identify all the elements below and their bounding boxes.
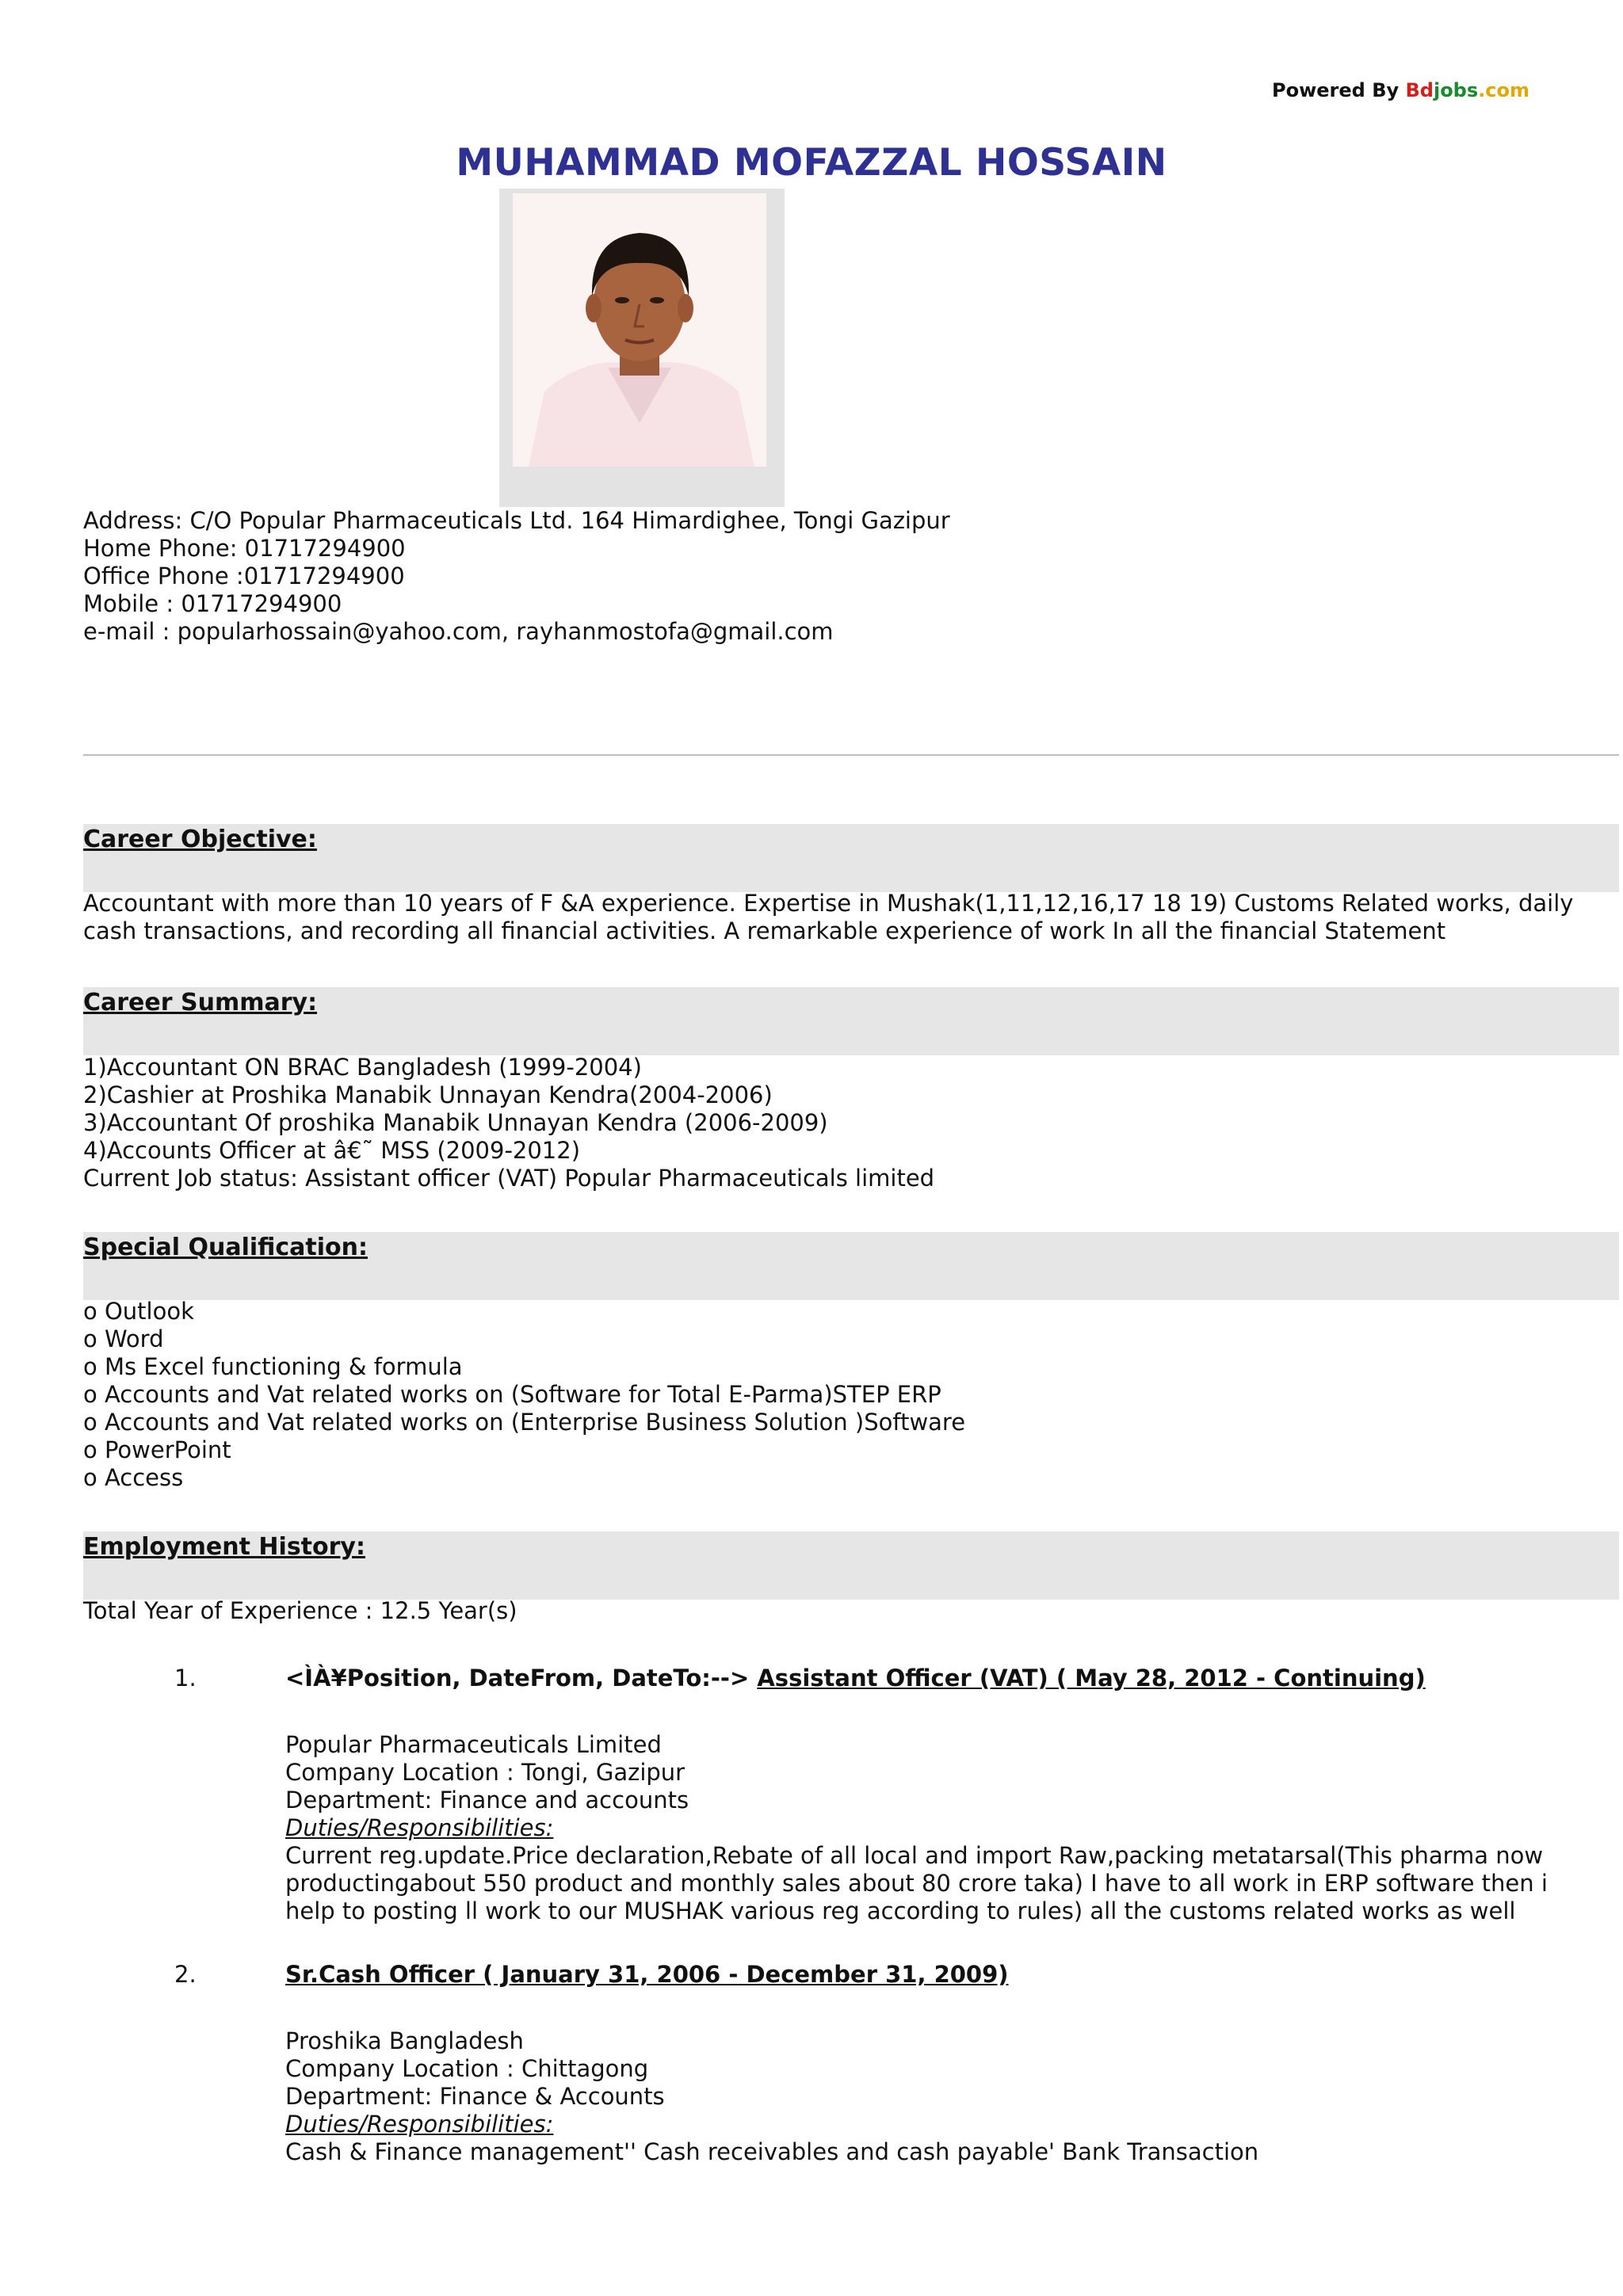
section-employment-history bbox=[83, 1531, 1619, 1600]
job-position: Sr.Cash Officer ( January 31, 2006 - December 31, 2009) bbox=[285, 1961, 1009, 1988]
divider bbox=[83, 754, 1619, 756]
duties-label: Duties/Responsibilities: bbox=[285, 1814, 554, 1841]
list-item: o Word bbox=[83, 1325, 164, 1352]
company-location: Company Location : Chittagong bbox=[285, 2055, 649, 2082]
powered-by-prefix: Powered By bbox=[1272, 79, 1406, 101]
company-name: Proshika Bangladesh bbox=[285, 2027, 524, 2054]
list-item: Current Job status: Assistant officer (VAT) Popular Pharmaceuticals limited bbox=[83, 1165, 935, 1192]
profile-photo bbox=[513, 193, 766, 467]
email: e-mail : popularhossain@yahoo.com, rayhanmostofa@gmail.com bbox=[83, 618, 834, 645]
contact-info bbox=[83, 507, 950, 646]
section-special-qualification bbox=[83, 1232, 1619, 1300]
section-title: Employment History: bbox=[83, 1533, 365, 1561]
section-title: Career Objective: bbox=[83, 826, 317, 853]
powered-by bbox=[1272, 79, 1529, 101]
company-name: Popular Pharmaceuticals Limited bbox=[285, 1731, 662, 1758]
department: Department: Finance & Accounts bbox=[285, 2083, 665, 2110]
brand-bd: Bd bbox=[1405, 79, 1434, 101]
job-number: 2. bbox=[174, 1961, 197, 1988]
list-item: 1)Accountant ON BRAC Bangladesh (1999-2004) bbox=[83, 1054, 642, 1081]
section-career-objective bbox=[83, 824, 1619, 892]
company-location: Company Location : Tongi, Gazipur bbox=[285, 1759, 685, 1786]
office-phone: Office Phone :01717294900 bbox=[83, 563, 405, 589]
photo-frame bbox=[499, 189, 785, 507]
list-item: o PowerPoint bbox=[83, 1436, 231, 1463]
qualification-list bbox=[83, 1298, 965, 1492]
job-title-prefix: <ÌÀ¥Position, DateFrom, DateTo:--> bbox=[285, 1665, 758, 1691]
duties-text: Cash & Finance management'' Cash receivables and cash payable' Bank Transaction bbox=[285, 2138, 1259, 2165]
list-item: 3)Accountant Of proshika Manabik Unnayan Kendra (2006-2009) bbox=[83, 1109, 828, 1136]
objective-text: Accountant with more than 10 years of F &A experience. Expertise in Mushak(1,11,12,16,17 18 19) Customs Related works, daily cash transactions, and recording all financial activities. A remarkable experience of work In all the financial Statement bbox=[83, 890, 1574, 944]
job-details bbox=[285, 2027, 1601, 2166]
list-item: 2)Cashier at Proshika Manabik Unnayan Kendra(2004-2006) bbox=[83, 1081, 773, 1108]
duties-text: Current reg.update.Price declaration,Rebate of all local and import Raw,packing metatarsal(This pharma now productingabout 550 product and monthly sales about 80 crore taka) I have to all work in ERP software then i help to posting ll work to our MUSHAK various reg according to rules) all the customs related works as well bbox=[285, 1842, 1548, 1924]
address: Address: C/O Popular Pharmaceuticals Ltd. 164 Himardighee, Tongi Gazipur bbox=[83, 507, 950, 534]
job-title bbox=[285, 1665, 1426, 1691]
total-experience: Total Year of Experience : 12.5 Year(s) bbox=[83, 1597, 517, 1624]
list-item: o Outlook bbox=[83, 1298, 194, 1325]
brand-jobs: jobs bbox=[1433, 79, 1479, 101]
mobile-phone: Mobile : 01717294900 bbox=[83, 590, 342, 617]
home-phone: Home Phone: 01717294900 bbox=[83, 535, 406, 562]
job-number: 1. bbox=[174, 1665, 197, 1691]
list-item: o Ms Excel functioning & formula bbox=[83, 1353, 463, 1380]
job-position: Assistant Officer (VAT) ( May 28, 2012 - Continuing) bbox=[757, 1665, 1426, 1691]
section-career-summary bbox=[83, 987, 1619, 1055]
duties-label: Duties/Responsibilities: bbox=[285, 2111, 554, 2138]
section-title: Career Summary: bbox=[83, 989, 318, 1016]
section-title: Special Qualification: bbox=[83, 1234, 368, 1261]
list-item: o Access bbox=[83, 1464, 184, 1491]
list-item: 4)Accounts Officer at â€˜ MSS (2009-2012) bbox=[83, 1137, 581, 1164]
list-item: o Accounts and Vat related works on (Software for Total E-Parma)STEP ERP bbox=[83, 1381, 941, 1408]
department: Department: Finance and accounts bbox=[285, 1787, 689, 1814]
list-item: o Accounts and Vat related works on (Enterprise Business Solution )Software bbox=[83, 1409, 966, 1436]
career-summary-list bbox=[83, 1054, 934, 1192]
brand-com: .com bbox=[1478, 79, 1529, 101]
job-title bbox=[285, 1961, 1009, 1988]
job-details bbox=[285, 1731, 1601, 1925]
candidate-name: MUHAMMAD MOFAZZAL HOSSAIN bbox=[456, 141, 1167, 185]
